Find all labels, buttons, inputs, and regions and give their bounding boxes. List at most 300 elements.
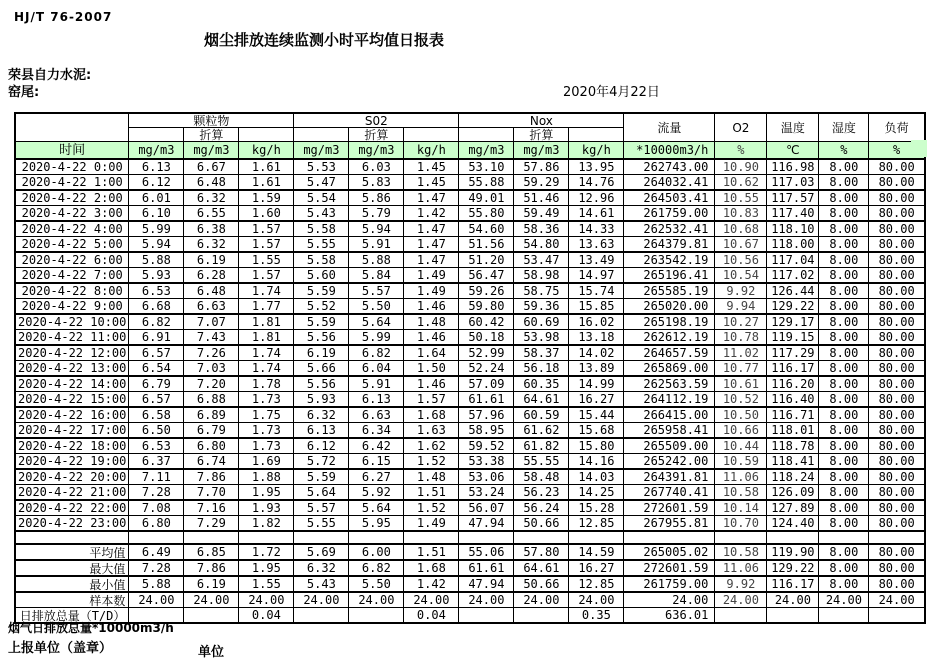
value-cell: 118.41 [767, 454, 819, 470]
summary-value-cell: 14.59 [569, 544, 624, 560]
summary-value-cell: 24.00 [349, 592, 404, 608]
blank-cell [129, 128, 184, 142]
summary-value-cell: 1.55 [239, 576, 294, 592]
value-cell: 117.04 [767, 252, 819, 268]
value-cell: 5.57 [349, 283, 404, 299]
table-row [15, 361, 925, 377]
table-row [15, 283, 925, 299]
summary-value-cell: 0.04 [404, 608, 459, 624]
header-row-groups [15, 113, 925, 128]
time-cell: 2020-4-22 5:00 [15, 237, 129, 253]
value-cell: 15.80 [569, 438, 624, 454]
summary-value-cell: 80.00 [869, 544, 925, 560]
value-cell: 6.89 [184, 407, 239, 423]
value-cell: 64.61 [514, 392, 569, 408]
summary-value-cell: 6.19 [184, 576, 239, 592]
value-cell: 1.48 [404, 314, 459, 330]
value-cell: 56.23 [514, 485, 569, 501]
value-cell: 52.24 [459, 361, 514, 377]
value-cell: 7.16 [184, 500, 239, 516]
summary-value-cell: 8.00 [819, 544, 869, 560]
value-cell: 5.88 [129, 252, 184, 268]
time-cell: 2020-4-22 11:00 [15, 330, 129, 346]
value-cell: 5.86 [349, 190, 404, 206]
summary-value-cell: 5.43 [294, 576, 349, 592]
table-row [15, 392, 925, 408]
monitoring-point: 窑尾: [8, 85, 40, 100]
value-cell: 10.66 [715, 423, 767, 439]
table-row [15, 221, 925, 237]
header-humidity: 湿度 [819, 113, 869, 142]
value-cell: 6.12 [129, 175, 184, 191]
value-cell: 10.90 [715, 159, 767, 175]
value-cell: 15.74 [569, 283, 624, 299]
table-row [15, 345, 925, 361]
value-cell: 58.98 [514, 268, 569, 284]
value-cell: 1.64 [404, 345, 459, 361]
value-cell: 8.00 [819, 392, 869, 408]
value-cell: 1.60 [239, 206, 294, 222]
value-cell: 58.48 [514, 469, 569, 485]
value-cell: 6.15 [349, 454, 404, 470]
value-cell: 262612.19 [624, 330, 715, 346]
value-cell: 1.63 [404, 423, 459, 439]
spacer-row [15, 531, 925, 544]
summary-value-cell: 7.28 [129, 560, 184, 576]
value-cell: 8.00 [819, 252, 869, 268]
value-cell: 6.13 [129, 159, 184, 175]
value-cell: 7.28 [129, 485, 184, 501]
blank-cell [349, 531, 404, 544]
table-row [15, 190, 925, 206]
value-cell: 6.50 [129, 423, 184, 439]
value-cell: 80.00 [869, 206, 925, 222]
header-unit-7: mg/m3 [514, 142, 569, 160]
value-cell: 1.47 [404, 190, 459, 206]
value-cell: 51.56 [459, 237, 514, 253]
summary-label-text: 最小值 [89, 578, 126, 592]
blank-cell [15, 531, 129, 544]
value-cell: 80.00 [869, 237, 925, 253]
value-cell: 80.00 [869, 268, 925, 284]
summary-row [15, 544, 925, 560]
value-cell: 8.00 [819, 299, 869, 315]
value-cell: 1.50 [404, 361, 459, 377]
value-cell: 10.62 [715, 175, 767, 191]
value-cell: 5.54 [294, 190, 349, 206]
value-cell: 117.29 [767, 345, 819, 361]
value-cell: 5.59 [294, 314, 349, 330]
value-cell: 7.03 [184, 361, 239, 377]
value-cell: 262563.59 [624, 376, 715, 392]
value-cell: 6.04 [349, 361, 404, 377]
footer-flow-total-note: 烟气日排放总量*10000m3/h [8, 621, 174, 635]
value-cell: 6.63 [184, 299, 239, 315]
value-cell: 14.25 [569, 485, 624, 501]
time-cell: 2020-4-22 15:00 [15, 392, 129, 408]
value-cell: 12.96 [569, 190, 624, 206]
value-cell: 7.07 [184, 314, 239, 330]
value-cell: 1.48 [404, 469, 459, 485]
value-cell: 5.52 [294, 299, 349, 315]
value-cell: 6.80 [129, 516, 184, 532]
header-unit-6: mg/m3 [459, 142, 514, 160]
header-load: 负荷 [869, 113, 925, 142]
value-cell: 8.00 [819, 314, 869, 330]
value-cell: 15.68 [569, 423, 624, 439]
table-row [15, 237, 925, 253]
value-cell: 265869.00 [624, 361, 715, 377]
summary-value-cell: 116.17 [767, 576, 819, 592]
value-cell: 6.01 [129, 190, 184, 206]
value-cell: 13.49 [569, 252, 624, 268]
value-cell: 8.00 [819, 345, 869, 361]
time-cell: 2020-4-22 14:00 [15, 376, 129, 392]
value-cell: 11.06 [715, 469, 767, 485]
table-row [15, 299, 925, 315]
summary-value-cell: 24.00 [294, 592, 349, 608]
company-name: 荣县自力水泥: [8, 68, 92, 83]
blank-cell [459, 128, 514, 142]
value-cell: 5.99 [349, 330, 404, 346]
summary-value-cell: 16.27 [569, 560, 624, 576]
blank-cell [514, 531, 569, 544]
value-cell: 6.19 [184, 252, 239, 268]
value-cell: 13.63 [569, 237, 624, 253]
summary-value-cell: 129.22 [767, 560, 819, 576]
value-cell: 6.42 [349, 438, 404, 454]
value-cell: 50.18 [459, 330, 514, 346]
time-cell: 2020-4-22 6:00 [15, 252, 129, 268]
table-row [15, 485, 925, 501]
summary-value-cell: 1.42 [404, 576, 459, 592]
value-cell: 61.61 [459, 392, 514, 408]
header-group-so2: S02 [294, 113, 459, 128]
value-cell: 6.34 [349, 423, 404, 439]
value-cell: 7.70 [184, 485, 239, 501]
value-cell: 16.27 [569, 392, 624, 408]
value-cell: 53.38 [459, 454, 514, 470]
time-cell: 2020-4-22 1:00 [15, 175, 129, 191]
summary-value-cell: 64.61 [514, 560, 569, 576]
header-converted-nox: 折算 [514, 128, 569, 142]
value-cell: 265198.19 [624, 314, 715, 330]
table-row [15, 407, 925, 423]
value-cell: 54.60 [459, 221, 514, 237]
value-cell: 5.79 [349, 206, 404, 222]
value-cell: 1.49 [404, 516, 459, 532]
value-cell: 6.48 [184, 175, 239, 191]
value-cell: 5.84 [349, 268, 404, 284]
value-cell: 118.24 [767, 469, 819, 485]
summary-value-cell: 47.94 [459, 576, 514, 592]
summary-value-cell [715, 608, 767, 624]
value-cell: 10.61 [715, 376, 767, 392]
value-cell: 10.50 [715, 407, 767, 423]
value-cell: 80.00 [869, 454, 925, 470]
summary-label-text: 平均值 [89, 546, 126, 560]
value-cell: 5.64 [294, 485, 349, 501]
value-cell: 5.99 [129, 221, 184, 237]
value-cell: 1.52 [404, 500, 459, 516]
blank-cell [239, 128, 294, 142]
value-cell: 5.55 [294, 516, 349, 532]
value-cell: 272601.59 [624, 500, 715, 516]
value-cell: 80.00 [869, 438, 925, 454]
summary-value-cell [767, 608, 819, 624]
time-cell: 2020-4-22 13:00 [15, 361, 129, 377]
value-cell: 1.55 [239, 252, 294, 268]
value-cell: 262532.41 [624, 221, 715, 237]
value-cell: 60.42 [459, 314, 514, 330]
value-cell: 6.91 [129, 330, 184, 346]
value-cell: 117.03 [767, 175, 819, 191]
header-o2: O2 [715, 113, 767, 142]
value-cell: 6.54 [129, 361, 184, 377]
blank-cell [569, 128, 624, 142]
value-cell: 124.40 [767, 516, 819, 532]
value-cell: 9.94 [715, 299, 767, 315]
value-cell: 54.80 [514, 237, 569, 253]
value-cell: 1.81 [239, 330, 294, 346]
summary-value-cell: 5.88 [129, 576, 184, 592]
summary-value-cell: 80.00 [869, 576, 925, 592]
value-cell: 80.00 [869, 516, 925, 532]
value-cell: 265509.00 [624, 438, 715, 454]
value-cell: 264503.41 [624, 190, 715, 206]
report-date: 2020年4月22日 [563, 85, 660, 100]
blank-cell [404, 128, 459, 142]
value-cell: 60.59 [514, 407, 569, 423]
header-unit-8: kg/h [569, 142, 624, 160]
footer-unit-label: 单位 [198, 645, 225, 660]
value-cell: 14.61 [569, 206, 624, 222]
value-cell: 262743.00 [624, 159, 715, 175]
summary-value-cell: 1.68 [404, 560, 459, 576]
value-cell: 8.00 [819, 500, 869, 516]
table-row [15, 376, 925, 392]
value-cell: 14.02 [569, 345, 624, 361]
value-cell: 8.00 [819, 283, 869, 299]
value-cell: 53.47 [514, 252, 569, 268]
value-cell: 5.72 [294, 454, 349, 470]
value-cell: 1.57 [239, 268, 294, 284]
value-cell: 56.07 [459, 500, 514, 516]
header-unit-9: *10000m3/h [624, 142, 715, 160]
header-time: 时间 [15, 142, 129, 160]
value-cell: 1.78 [239, 376, 294, 392]
value-cell: 5.55 [294, 237, 349, 253]
value-cell: 119.15 [767, 330, 819, 346]
value-cell: 51.46 [514, 190, 569, 206]
summary-value-cell: 24.00 [239, 592, 294, 608]
value-cell: 80.00 [869, 423, 925, 439]
value-cell: 13.95 [569, 159, 624, 175]
value-cell: 10.27 [715, 314, 767, 330]
value-cell: 8.00 [819, 438, 869, 454]
value-cell: 7.26 [184, 345, 239, 361]
value-cell: 8.00 [819, 159, 869, 175]
value-cell: 59.26 [459, 283, 514, 299]
value-cell: 6.13 [349, 392, 404, 408]
table-row [15, 469, 925, 485]
value-cell: 10.67 [715, 237, 767, 253]
header-flow: 流量 [624, 113, 715, 142]
time-cell: 2020-4-22 7:00 [15, 268, 129, 284]
value-cell: 1.49 [404, 268, 459, 284]
summary-value-cell: 24.00 [459, 592, 514, 608]
time-cell: 2020-4-22 8:00 [15, 283, 129, 299]
value-cell: 15.44 [569, 407, 624, 423]
summary-value-cell: 261759.00 [624, 576, 715, 592]
value-cell: 6.55 [184, 206, 239, 222]
value-cell: 14.33 [569, 221, 624, 237]
time-cell: 2020-4-22 19:00 [15, 454, 129, 470]
value-cell: 10.56 [715, 252, 767, 268]
summary-value-cell [184, 608, 239, 624]
value-cell: 7.11 [129, 469, 184, 485]
header-unit-13: % [869, 142, 925, 160]
table-row [15, 314, 925, 330]
value-cell: 16.02 [569, 314, 624, 330]
value-cell: 13.89 [569, 361, 624, 377]
summary-value-cell: 61.61 [459, 560, 514, 576]
header-temperature: 温度 [767, 113, 819, 142]
value-cell: 6.79 [129, 376, 184, 392]
summary-value-cell: 57.80 [514, 544, 569, 560]
value-cell: 47.94 [459, 516, 514, 532]
value-cell: 264379.81 [624, 237, 715, 253]
summary-value-cell: 24.00 [767, 592, 819, 608]
blank-cell [869, 531, 925, 544]
blank-cell [569, 531, 624, 544]
time-cell: 2020-4-22 3:00 [15, 206, 129, 222]
summary-value-cell: 6.00 [349, 544, 404, 560]
value-cell: 1.81 [239, 314, 294, 330]
value-cell: 80.00 [869, 314, 925, 330]
value-cell: 118.01 [767, 423, 819, 439]
header-unit-5: kg/h [404, 142, 459, 160]
value-cell: 80.00 [869, 500, 925, 516]
value-cell: 1.75 [239, 407, 294, 423]
value-cell: 116.17 [767, 361, 819, 377]
value-cell: 6.82 [129, 314, 184, 330]
value-cell: 265242.00 [624, 454, 715, 470]
value-cell: 264032.41 [624, 175, 715, 191]
summary-value-cell [514, 608, 569, 624]
summary-label [15, 592, 129, 608]
value-cell: 53.98 [514, 330, 569, 346]
value-cell: 6.13 [294, 423, 349, 439]
value-cell: 6.79 [184, 423, 239, 439]
summary-value-cell [294, 608, 349, 624]
value-cell: 51.20 [459, 252, 514, 268]
value-cell: 55.88 [459, 175, 514, 191]
value-cell: 6.19 [294, 345, 349, 361]
value-cell: 49.01 [459, 190, 514, 206]
value-cell: 1.47 [404, 252, 459, 268]
value-cell: 1.45 [404, 175, 459, 191]
header-converted-so2: 折算 [349, 128, 404, 142]
value-cell: 6.32 [184, 237, 239, 253]
blank-cell [715, 531, 767, 544]
value-cell: 6.37 [129, 454, 184, 470]
value-cell: 7.08 [129, 500, 184, 516]
value-cell: 5.66 [294, 361, 349, 377]
value-cell: 5.93 [294, 392, 349, 408]
value-cell: 6.67 [184, 159, 239, 175]
value-cell: 9.92 [715, 283, 767, 299]
value-cell: 6.68 [129, 299, 184, 315]
header-group-nox: Nox [459, 113, 624, 128]
value-cell: 1.61 [239, 159, 294, 175]
value-cell: 80.00 [869, 190, 925, 206]
value-cell: 1.51 [404, 485, 459, 501]
value-cell: 12.85 [569, 516, 624, 532]
value-cell: 116.40 [767, 392, 819, 408]
header-unit-11: ℃ [767, 142, 819, 160]
value-cell: 1.59 [239, 190, 294, 206]
value-cell: 8.00 [819, 330, 869, 346]
value-cell: 6.53 [129, 438, 184, 454]
value-cell: 5.91 [349, 237, 404, 253]
summary-label-text: 最大值 [89, 562, 126, 576]
value-cell: 14.76 [569, 175, 624, 191]
value-cell: 80.00 [869, 485, 925, 501]
value-cell: 263542.19 [624, 252, 715, 268]
footer-reporting-unit: 上报单位（盖章） [8, 641, 113, 656]
value-cell: 116.71 [767, 407, 819, 423]
time-cell: 2020-4-22 16:00 [15, 407, 129, 423]
value-cell: 80.00 [869, 469, 925, 485]
value-cell: 80.00 [869, 159, 925, 175]
report-table [14, 112, 926, 624]
value-cell: 6.57 [129, 392, 184, 408]
value-cell: 1.95 [239, 485, 294, 501]
value-cell: 58.75 [514, 283, 569, 299]
value-cell: 60.69 [514, 314, 569, 330]
value-cell: 55.80 [459, 206, 514, 222]
value-cell: 265585.19 [624, 283, 715, 299]
value-cell: 1.47 [404, 221, 459, 237]
summary-row [15, 576, 925, 592]
summary-label-text: 样本数 [89, 594, 126, 608]
value-cell: 60.35 [514, 376, 569, 392]
value-cell: 1.82 [239, 516, 294, 532]
value-cell: 6.53 [129, 283, 184, 299]
value-cell: 50.66 [514, 516, 569, 532]
value-cell: 1.74 [239, 283, 294, 299]
report-table-body [15, 159, 925, 623]
value-cell: 1.73 [239, 392, 294, 408]
header-unit-0: mg/m3 [129, 142, 184, 160]
summary-value-cell: 5.69 [294, 544, 349, 560]
value-cell: 8.00 [819, 407, 869, 423]
table-row [15, 175, 925, 191]
value-cell: 80.00 [869, 407, 925, 423]
value-cell: 261759.00 [624, 206, 715, 222]
value-cell: 57.96 [459, 407, 514, 423]
value-cell: 5.56 [294, 330, 349, 346]
value-cell: 10.58 [715, 485, 767, 501]
time-cell: 2020-4-22 17:00 [15, 423, 129, 439]
value-cell: 5.94 [349, 221, 404, 237]
standard-code: HJ/T 76-2007 [14, 10, 113, 24]
summary-value-cell: 6.49 [129, 544, 184, 560]
summary-value-cell: 1.51 [404, 544, 459, 560]
value-cell: 8.00 [819, 237, 869, 253]
value-cell: 5.43 [294, 206, 349, 222]
